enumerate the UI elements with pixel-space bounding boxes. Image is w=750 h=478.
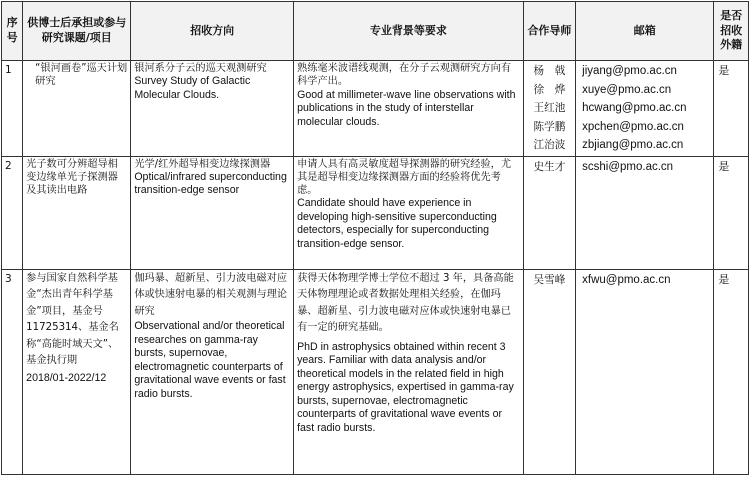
- requirements-en: Good at millimeter-wave line observations with publications in the study of interstellar molecular clouds.: [297, 88, 516, 128]
- project-period: 2018/01-2022/12: [26, 371, 107, 384]
- requirements-cell: [294, 61, 524, 157]
- header-direction: 招收方向: [131, 2, 294, 61]
- advisors-cell: [523, 269, 575, 474]
- external-cell: 是: [714, 61, 749, 157]
- email-address[interactable]: xfwu@pmo.ac.cn: [582, 273, 671, 286]
- advisors-cell: [523, 61, 575, 157]
- advisor-name: 吴雪峰: [533, 273, 566, 286]
- direction-cell: [131, 269, 294, 474]
- header-email: 邮箱: [576, 2, 714, 61]
- email-address[interactable]: xpchen@pmo.ac.cn: [582, 120, 684, 133]
- header-row: [2, 2, 749, 61]
- project-text: “银河画卷”巡天计划研究: [35, 63, 128, 88]
- direction-zh: 伽玛暴、超新星、引力波电磁对应体或快速射电暴的相关观测与理论研究: [134, 272, 288, 317]
- email-address[interactable]: hcwang@pmo.ac.cn: [582, 102, 687, 114]
- advisor-name: 陈学鹏: [533, 120, 566, 133]
- direction-en: Survey Study of Galactic Molecular Clouds.: [134, 75, 251, 101]
- header-no: 序号: [2, 2, 23, 61]
- table-row: [2, 156, 749, 269]
- header-advisors: 合作导师: [523, 2, 575, 61]
- advisors-cell: [523, 156, 575, 269]
- requirements-zh: 获得天体物理学博士学位不超过 3 年，具备高能天体物理理论或者数据处理相关经验，在伽玛暴、超新星、引力波电磁对应体或快速射电暴已有一定的研究基础。: [297, 272, 514, 334]
- direction-cell: [131, 61, 294, 157]
- email-address[interactable]: xuye@pmo.ac.cn: [582, 83, 672, 96]
- requirements-cell: [294, 156, 524, 269]
- advisor-name: 徐 烨: [533, 83, 566, 96]
- direction-zh: 光学/红外超导相变边缘探测器: [134, 158, 271, 170]
- header-requirements: 专业背景等要求: [294, 2, 524, 61]
- requirements-zh: 熟练毫米波谱线观测，在分子云观测研究方向有科学产出。: [297, 63, 512, 88]
- table-row: [2, 61, 749, 157]
- requirements-en: Candidate should have experience in developing high-sensitive superconducting detectors, especially for superconducting transition-edge sensor.: [297, 197, 497, 250]
- advisor-name: 杨 戟: [533, 65, 566, 77]
- row-number: 2: [2, 156, 23, 269]
- external-cell: 是: [714, 156, 749, 269]
- table-row: [2, 269, 749, 474]
- email-cell: [576, 61, 714, 157]
- email-address[interactable]: scshi@pmo.ac.cn: [582, 160, 674, 173]
- row-number: 3: [2, 269, 23, 474]
- requirements-zh: 申请人具有高灵敏度超导探测器的研究经验，尤其是超导相变边缘探测器方面的经验将优先考虑。: [297, 158, 512, 196]
- project-cell: [23, 61, 131, 157]
- direction-en: Observational and/or theoretical researches on gamma-ray bursts, supernovae, electromagnetic counterparts of gravitational wave events or fast radio bursts.: [134, 320, 286, 400]
- header-external: 是否招收外籍: [714, 2, 749, 61]
- direction-cell: [131, 156, 294, 269]
- advisor-name: 王红池: [533, 102, 566, 114]
- advisor-name: 史生才: [533, 160, 566, 173]
- email-address[interactable]: jiyang@pmo.ac.cn: [582, 65, 677, 77]
- row-number: 1: [2, 61, 23, 157]
- requirements-cell: [294, 269, 524, 474]
- direction-en: Optical/infrared superconducting transition-edge sensor: [134, 170, 287, 197]
- requirements-en: PhD in astrophysics obtained within recent 3 years. Familiar with data analysis and/or theoretical models in the related field in high energy astrophysics, expertised in gamma-ray bursts, supernovae, electromagnetic counterparts of gravitational wave events or fast radio bursts.: [297, 340, 514, 434]
- external-cell: 是: [714, 269, 749, 474]
- project-text: 参与国家自然科学基金“杰出青年科学基金”项目，基金号 11725314、基金名称“高能时域天文”、基金执行期: [26, 272, 119, 367]
- project-cell: 光子数可分辨超导相变边缘单光子探测器及其读出电路: [23, 156, 131, 269]
- email-cell: [576, 156, 714, 269]
- project-cell: [23, 269, 131, 474]
- header-project: 供博士后承担或参与研究课题/项目: [23, 2, 131, 61]
- email-address[interactable]: zbjiang@pmo.ac.cn: [582, 139, 684, 151]
- postdoc-positions-table: [1, 1, 749, 475]
- direction-zh: 银河系分子云的巡天观测研究: [134, 63, 267, 74]
- advisor-name: 江治波: [533, 139, 566, 151]
- email-cell: [576, 269, 714, 474]
